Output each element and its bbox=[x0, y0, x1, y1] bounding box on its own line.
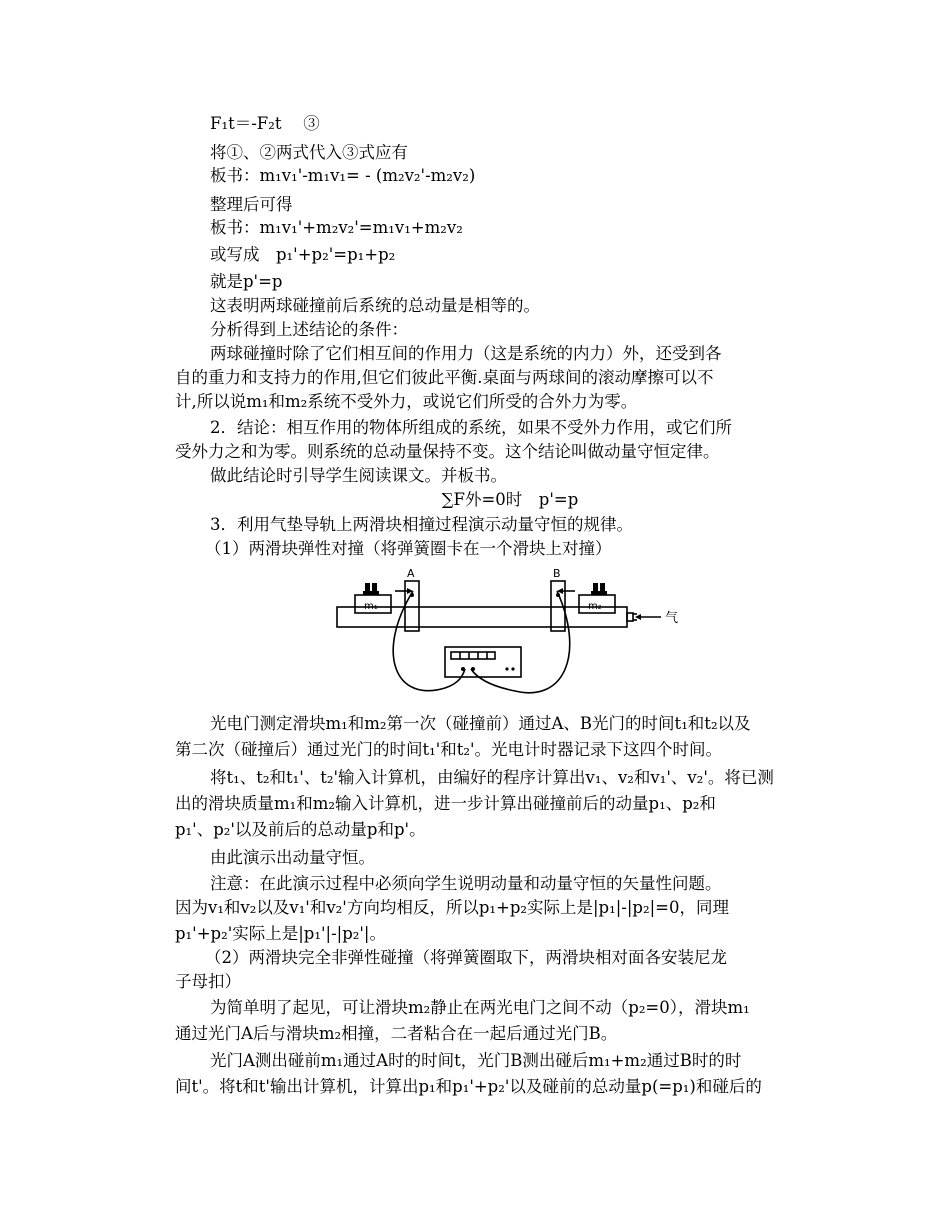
paragraph-line: 为简单明了起见，可让滑块m₂静止在两光电门之间不动（p₂=0），滑块m₁ bbox=[210, 998, 750, 1017]
paragraph-line: 自的重力和支持力的作用,但它们彼此平衡.桌面与两球间的滚动摩擦可以不 bbox=[175, 368, 714, 387]
paragraph-line: 光电门测定滑块m₁和m₂第一次（碰撞前）通过A、B光门的时间t₁和t₂以及 bbox=[210, 714, 751, 733]
paragraph-line: 两球碰撞时除了它们相互间的作用力（这是系统的内力）外，还受到各 bbox=[210, 344, 722, 363]
text-line: 分析得到上述结论的条件： bbox=[210, 320, 408, 339]
paragraph-line: 间t'。将t和t'输出计算机，计算出p₁和p₁'+p₂'以及碰前的总动量p(=p₁)和碰后的 bbox=[175, 1077, 762, 1096]
subsection-heading-2-cont: 子母扣） bbox=[175, 972, 241, 991]
air-label: 气 bbox=[665, 611, 679, 626]
paragraph-line: p₁'、p₂'以及前后的总动量p和p'。 bbox=[175, 820, 426, 839]
text-line: 由此演示出动量守恒。 bbox=[210, 848, 375, 867]
gate-a-label: A bbox=[407, 567, 415, 580]
text-line: 将①、②两式代入③式应有 bbox=[210, 143, 408, 162]
air-track-diagram bbox=[335, 563, 685, 708]
paragraph-line: 通过光门A后与滑块m₂相撞，二者粘合在一起后通过光门B。 bbox=[175, 1024, 618, 1043]
paragraph-line: 光门A测出碰前m₁通过A时的时间t，光门B测出碰后m₁+m₂通过B时的时 bbox=[210, 1051, 742, 1070]
conclusion-line: 受外力之和为零。则系统的总动量保持不变。这个结论叫做动量守恒定律。 bbox=[175, 442, 720, 461]
gate-b-label: B bbox=[553, 567, 561, 580]
subsection-heading-1: （1）两滑块弹性对撞（将弹簧圈卡在一个滑块上对撞） bbox=[205, 539, 612, 558]
blackboard-equation-2: 板书：m₁v₁'+m₂v₂'=m₁v₁+m₂v₂ bbox=[210, 218, 463, 237]
text-line: 整理后可得 bbox=[210, 195, 293, 214]
blackboard-conservation-law: ∑F外=0时 p'=p bbox=[441, 490, 579, 509]
equation-short-form: 就是p'=p bbox=[210, 272, 283, 291]
note-line: 因为v₁和v₂以及v₁'和v₂'方向均相反，所以p₁+p₂实际上是|p₁|-|p₂|=0，同理 bbox=[175, 898, 729, 917]
air-track bbox=[337, 607, 627, 627]
paragraph-line: 出的滑块质量m₁和m₂输入计算机，进一步计算出碰撞前后的动量p₁、p₂和 bbox=[175, 794, 716, 813]
equation-3: F₁t＝-F₂t ③ bbox=[210, 114, 320, 133]
paragraph-line: 计,所以说m₁和m₂系统不受外力，或说它们所受的合外力为零。 bbox=[175, 392, 638, 411]
text-line: 这表明两球碰撞前后系统的总动量是相等的。 bbox=[210, 296, 540, 315]
subsection-heading-2: （2）两滑块完全非弹性碰撞（将弹簧圈取下，两滑块相对面各安装尼龙 bbox=[205, 948, 727, 967]
note-line: p₁'+p₂'实际上是|p₁'|-|p₂'|。 bbox=[175, 924, 386, 943]
cable-a bbox=[393, 591, 465, 691]
block-m2-label: m₂ bbox=[588, 601, 602, 612]
paragraph-line: 将t₁、t₂和t₁'、t₂'输入计算机，由编好的程序计算出v₁、v₂和v₁'、v₂'。将已测 bbox=[210, 768, 774, 787]
equation-alt-form: 或写成 p₁'+p₂'=p₁+p₂ bbox=[210, 245, 396, 264]
section-heading-3: 3．利用气垫导轨上两滑块相撞过程演示动量守恒的规律。 bbox=[210, 515, 633, 534]
block-m1-label: m₁ bbox=[364, 601, 378, 612]
air-inlet bbox=[627, 613, 633, 621]
conclusion-line: 2．结论：相互作用的物体所组成的系统，如果不受外力作用，或它们所 bbox=[210, 418, 732, 437]
text-line: 做此结论时引导学生阅读课文。并板书。 bbox=[210, 466, 507, 485]
blackboard-equation-1: 板书：m₁v₁'-m₁v₁= - (m₂v₂'-m₂v₂) bbox=[210, 166, 476, 185]
paragraph-line: 第二次（碰撞后）通过光门的时间t₁'和t₂'。光电计时器记录下这四个时间。 bbox=[175, 740, 723, 759]
note-line: 注意：在此演示过程中必须向学生说明动量和动量守恒的矢量性问题。 bbox=[210, 874, 722, 893]
